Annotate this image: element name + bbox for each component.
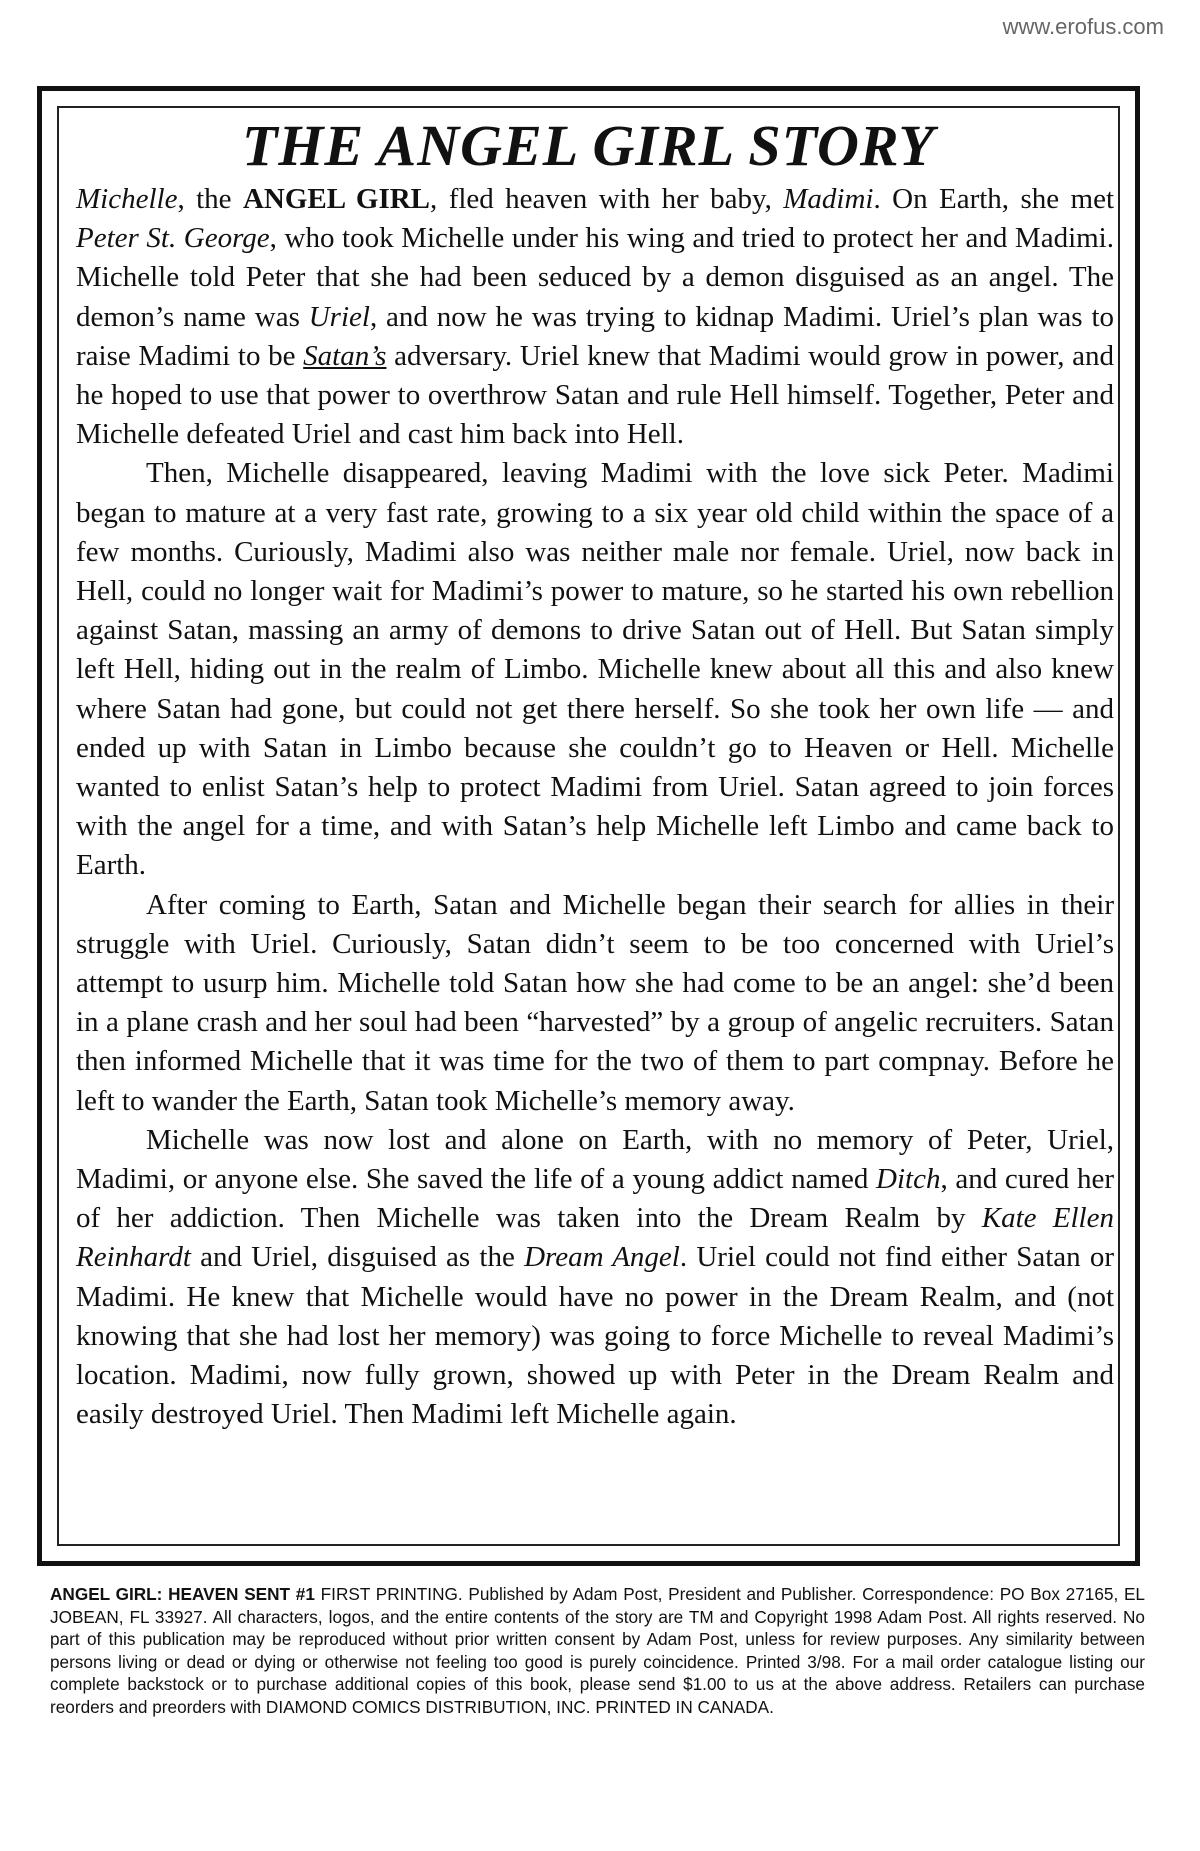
watermark-text: www.erofus.com — [1002, 14, 1164, 39]
story-text — [76, 180, 1114, 1435]
story-paragraph-4: Michelle was now lost and alone on Earth, with no memory of Peter, Uriel, Madimi, or anyone else. She saved the life of a young addict named Ditch, and cured her of her addiction. Then Michelle was taken into the Dream Realm by Kate Ellen Reinhardt and Uriel, disguised as the Dream Angel. Uriel could not find either Satan or Madimi. He knew that Michelle would have no power in the Dream Realm, and (not knowing that she had lost her memory) was going to force Michelle to reveal Madimi’s location. Madimi, now fully grown, showed up with Peter in the Dream Realm and easily destroyed Uriel. Then Madimi left Michelle again. — [76, 1123, 1115, 1431]
credits-heading: ANGEL GIRL: HEAVEN SENT #1 — [50, 1584, 315, 1604]
name-madimi: Madimi — [783, 183, 874, 215]
name-peter: Peter St. George — [76, 222, 270, 255]
page-title: THE ANGEL GIRL STORY — [241, 113, 935, 178]
name-uriel: Uriel — [308, 300, 370, 333]
name-ditch: Ditch — [876, 1163, 941, 1196]
name-michelle: Michelle — [76, 183, 178, 215]
name-kate: Kate Ellen Reinhardt — [76, 1202, 1114, 1274]
name-dream-angel: Dream Angel — [524, 1241, 680, 1274]
story-paragraph-1: Michelle, the ANGEL GIRL, fled heaven with her baby, Madimi. On Earth, she met Peter St. George, who took Michelle under his wing and tried to protect her and Madimi. Michelle told Peter that she had been seduced by a demon disguised as an angel. The demon’s name was Uriel, and now he was trying to kidnap Madimi. Uriel’s plan was to raise Madimi to be Satan’s adversary. Uriel knew that Madimi would grow in power, and he hoped to use that power to overthrow Satan and rule Hell himself. Together, Peter and Michelle defeated Uriel and cast him back into Hell. — [76, 183, 1115, 451]
story-paragraph-2: Then, Michelle disappeared, leaving Madimi with the love sick Peter. Madimi began to mature at a very fast rate, growing to a six year old child within the space of a few months. Curiously, Madimi also was neither male nor female. Uriel, now back in Hell, could no longer wait for Madimi’s power to mature, so he started his own rebellion against Satan, massing an army of demons to drive Satan out of Hell. But Satan simply left Hell, hiding out in the realm of Limbo. Michelle knew about all this and also knew where Satan had gone, but could not get there herself. So she took her own life — and ended up with Satan in Limbo because she couldn’t go to Heaven or Hell. Michelle wanted to enlist Satan’s help to protect Madimi from Uriel. Satan agreed to join forces with the angel for a time, and with Satan’s help Michelle left Limbo and came back to Earth. — [76, 457, 1114, 882]
name-satans: Satan’s — [303, 339, 387, 372]
publication-credits — [50, 1583, 1145, 1719]
story-paragraph-3: After coming to Earth, Satan and Michelle began their search for allies in their struggle with Uriel. Curiously, Satan didn’t seem to be too concerned with Uriel’s attempt to usurp him. Michelle told Satan how she had come to be an angel: she’d been in a plane crash and her soul had been “harvested” by a group of angelic recruiters. Satan then informed Michelle that it was time for the two of them to part compnay. Before he left to wander the Earth, Satan took Michelle’s memory away. — [76, 888, 1114, 1117]
credits-body: FIRST PRINTING. Published by Adam Post, President and Publisher. Correspondence: PO Box 27165, EL JOBEAN, FL 33927. All characters, logos, and the entire contents of the story are TM and Copyright 1998 Adam Post. All rights reserved. No part of this publication may be reproduced without prior written consent by Adam Post, unless for review purposes. Any similarity between persons living or dead or dying or otherwise not feeling too good is purely coincidence. Printed 3/98. For a mail order catalogue listing our complete backstock or to purchase additional copies of this book, please send $1.00 to us at the above address. Retailers can purchase reorders and preorders with DIAMOND COMICS DISTRIBUTION, INC. PRINTED IN CANADA. — [50, 1584, 1145, 1717]
name-angel-girl: ANGEL GIRL — [242, 183, 431, 215]
